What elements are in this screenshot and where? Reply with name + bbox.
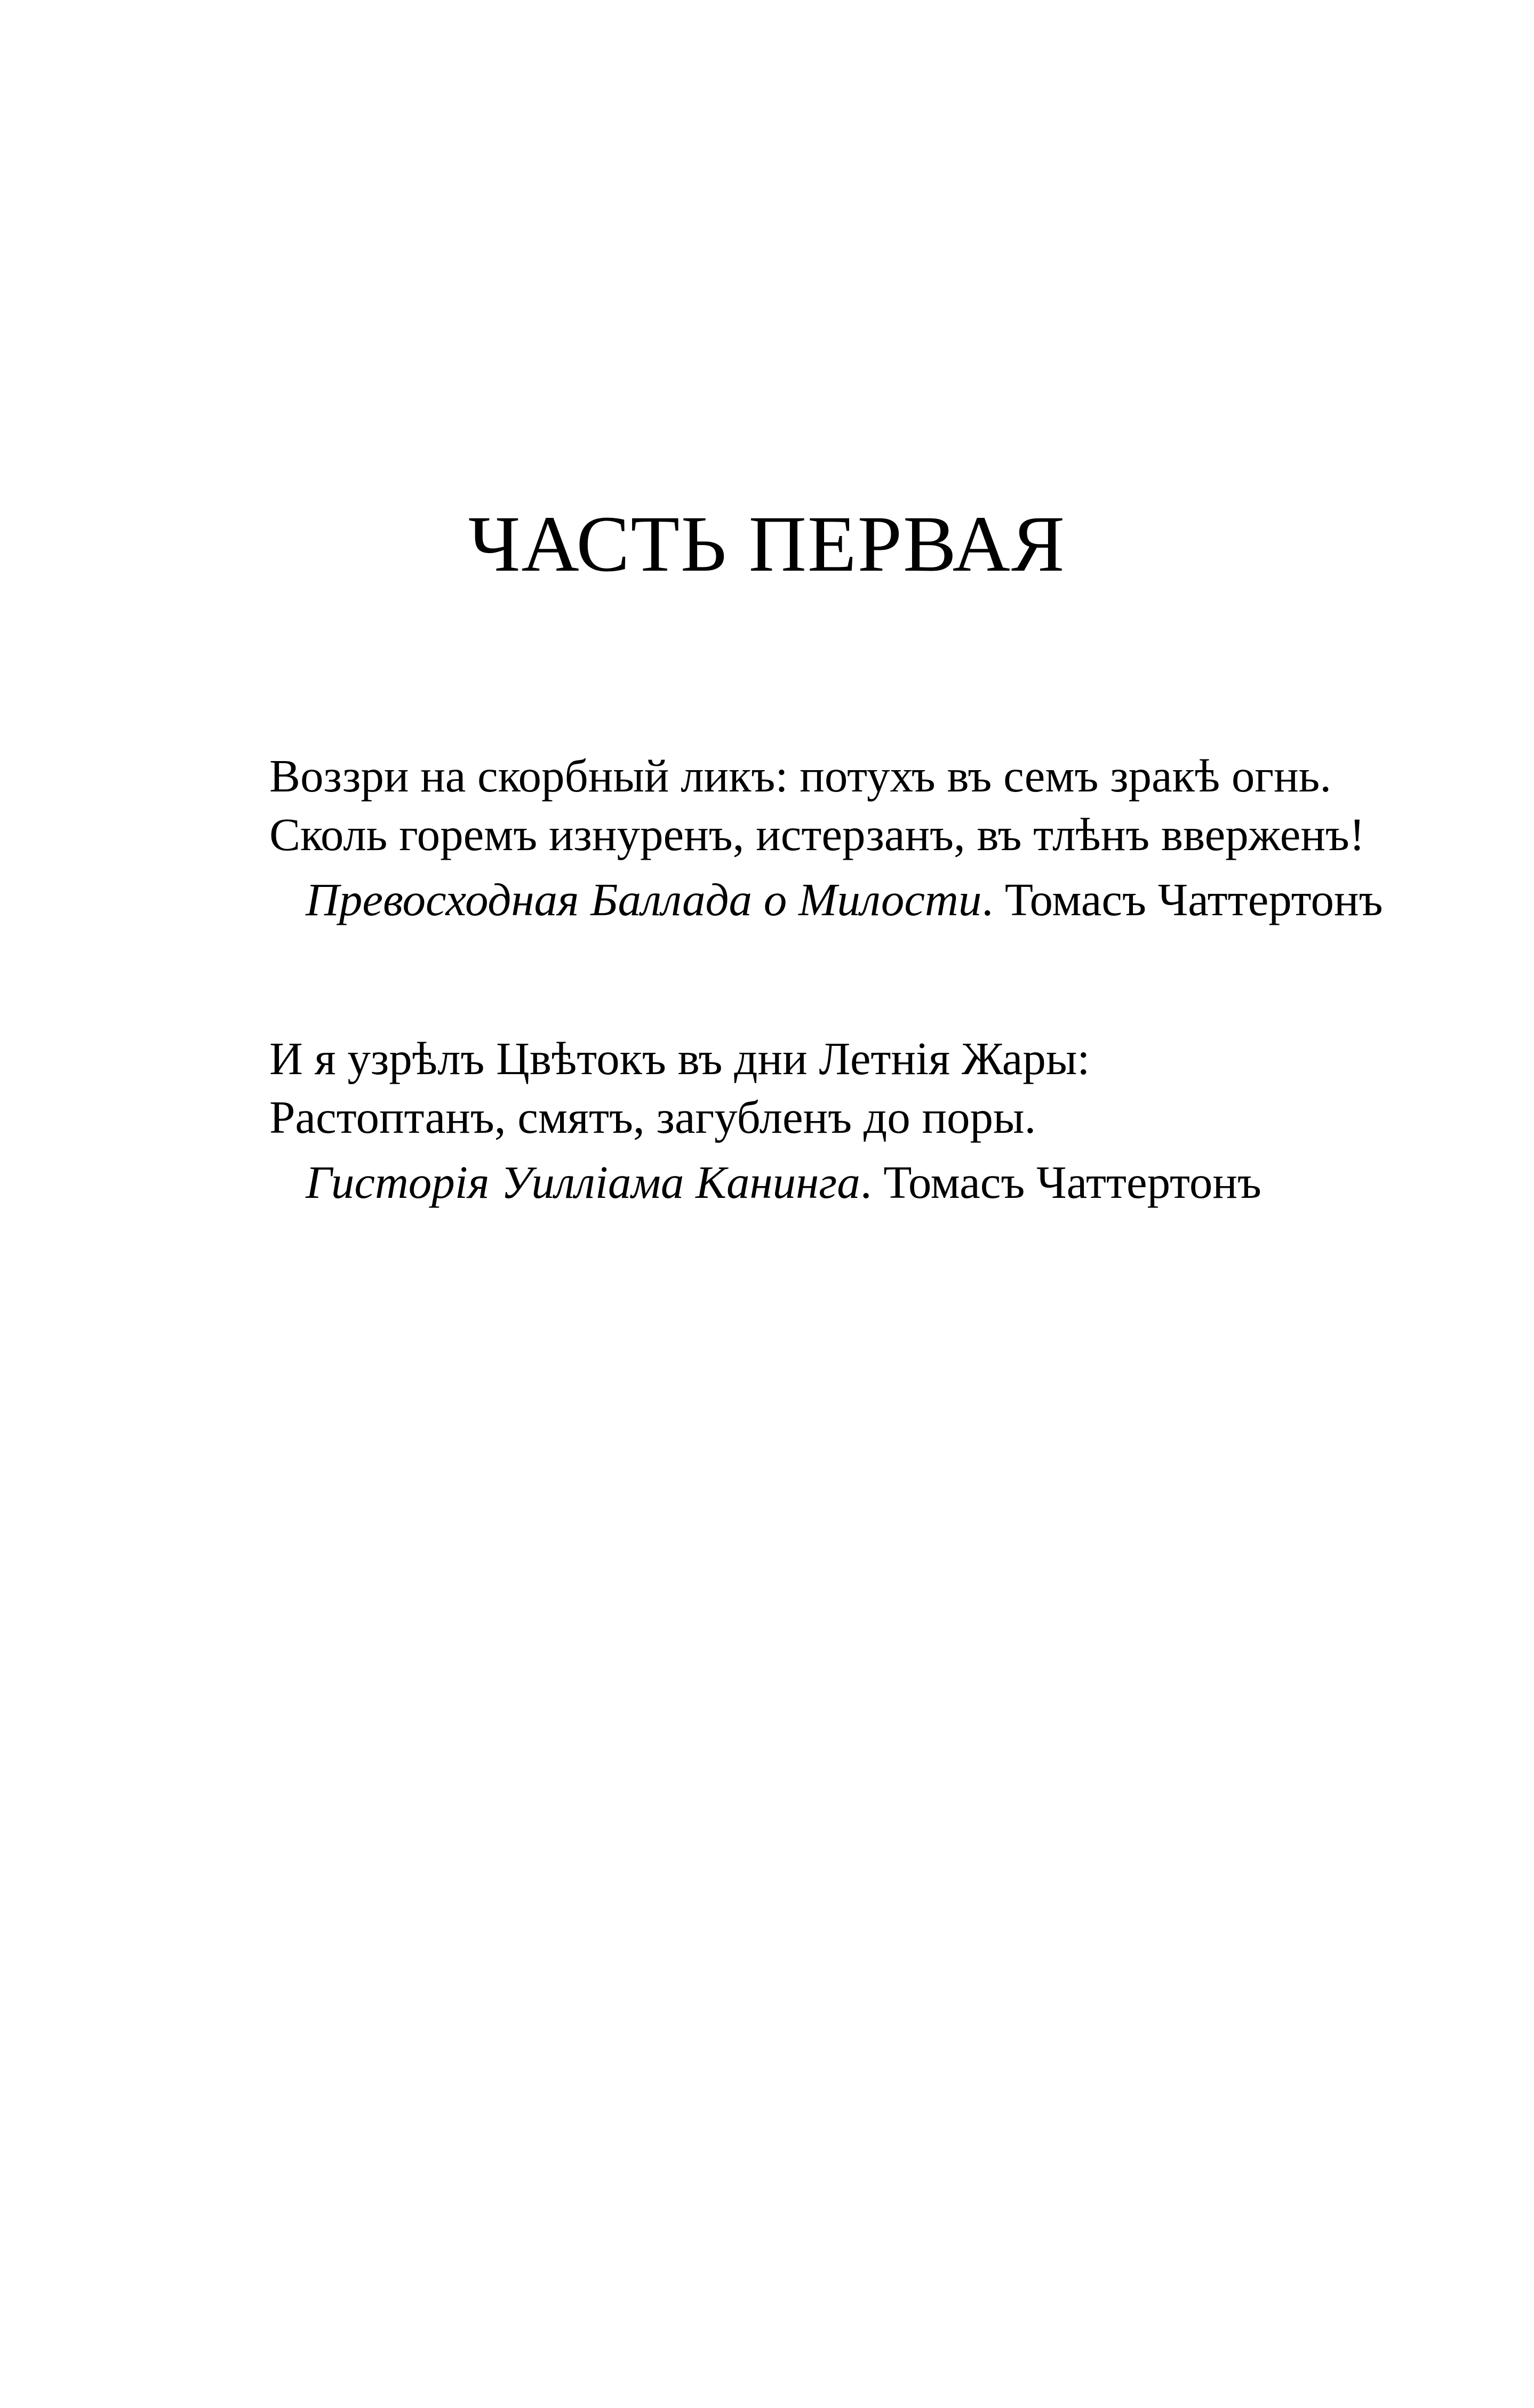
attribution-separator: . — [981, 874, 994, 925]
work-title: Гисторія Уилліама Канинга — [306, 1156, 860, 1208]
verse-line: И я узрѣлъ Цвѣтокъ въ дни Летнія Жары: — [269, 1033, 1090, 1084]
author-name: Томасъ Чаттертонъ — [883, 1156, 1261, 1208]
epigraph-attribution — [269, 870, 1389, 929]
verse-line: Сколь горемъ изнуренъ, истерзанъ, въ тлѣнъ вверженъ! — [269, 809, 1365, 860]
verse-line: Растоптанъ, смятъ, загубленъ до поры. — [269, 1091, 1036, 1143]
part-title: ЧАСТЬ ПЕРВАЯ — [468, 500, 1066, 588]
verse-line: Воззри на скорбный ликъ: потухъ въ семъ зракѣ огнь. — [269, 750, 1332, 802]
author-name: Томасъ Чаттертонъ — [1004, 874, 1383, 925]
epigraph — [269, 1029, 1389, 1212]
epigraph — [269, 747, 1389, 929]
epigraph-attribution — [269, 1153, 1389, 1212]
work-title: Превосходная Баллада о Милости — [306, 874, 982, 925]
attribution-separator: . — [860, 1156, 872, 1208]
